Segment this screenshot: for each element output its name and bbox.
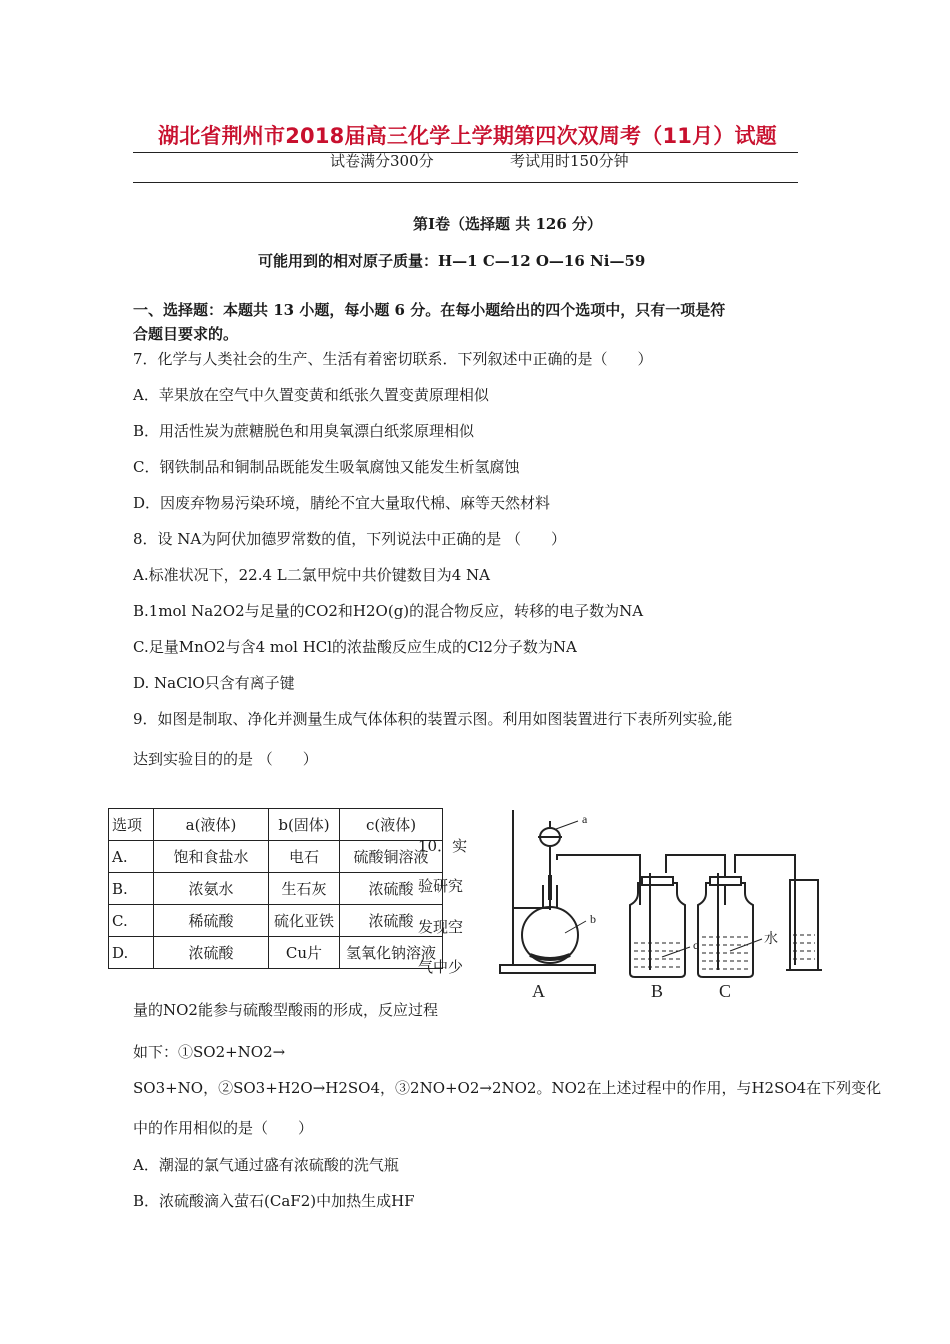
table-header-cell: b(固体) (269, 809, 340, 841)
wash-bottle-b (630, 883, 685, 977)
q10-side-line-3: 发现空 (418, 918, 464, 936)
table-cell: 浓硫酸 (154, 937, 269, 969)
q7-stem: 7．化学与人类社会的生产、生活有着密切联系．下列叙述中正确的是（ ） (133, 350, 653, 368)
q7-option-c: C．钢铁制品和铜制品既能发生吸氧腐蚀又能发生析氢腐蚀 (133, 458, 520, 476)
label-a: a (582, 812, 588, 826)
table-row (109, 937, 443, 969)
label-apparatus-a: A (532, 981, 545, 1001)
table-cell: 浓硫酸 (340, 873, 443, 905)
q10-side-line-2: 验研究 (418, 877, 464, 895)
header-rule (133, 182, 798, 183)
delivery-tube-3 (735, 855, 795, 965)
table-cell: 浓氨水 (154, 873, 269, 905)
table-cell: 稀硫酸 (154, 905, 269, 937)
q10-option-b: B．浓硫酸滴入萤石(CaF2)中加热生成HF (133, 1192, 415, 1210)
q8-option-b: B.1mol Na2O2与足量的CO2和H2O(g)的混合物反应，转移的电子数为NA (133, 602, 644, 620)
table-row (109, 905, 443, 937)
label-water: 水 (764, 931, 778, 947)
stand-base (500, 965, 595, 973)
table-cell: D. (109, 937, 154, 969)
table-header-cell: a(液体) (154, 809, 269, 841)
q7-option-b: B．用活性炭为蔗糖脱色和用臭氧漂白纸浆原理相似 (133, 422, 475, 440)
q8-option-d: D. NaClO只含有离子键 (133, 674, 295, 692)
table-cell: 硫酸铜溶液 (340, 841, 443, 873)
table-cell: A. (109, 841, 154, 873)
q8-stem: 8．设 NA为阿伏加德罗常数的值，下列说法中正确的是 （ ） (133, 530, 567, 548)
label-c: c (693, 938, 699, 952)
table-row (109, 873, 443, 905)
solid-b (530, 955, 570, 959)
label-apparatus-b: B (651, 981, 664, 1001)
q10-line-4: 中的作用相似的是（ ） (133, 1119, 314, 1137)
q10-line-2: 如下：①SO2+NO2→ (133, 1043, 286, 1061)
label-apparatus-c: C (719, 981, 732, 1001)
q9-stem-line-1: 9．如图是制取、净化并测量生成气体体积的装置示图。利用如图装置进行下表所列实验,能 (133, 710, 733, 728)
table-header-cell: 选项 (109, 809, 154, 841)
table-cell: C. (109, 905, 154, 937)
q9-options-table (108, 808, 443, 969)
table-cell: 电石 (269, 841, 340, 873)
table-cell: 硫化亚铁 (269, 905, 340, 937)
q8-option-c: C.足量MnO2与含4 mol HCl的浓盐酸反应生成的Cl2分子数为NA (133, 638, 577, 656)
exam-time: 考试用时150分钟 (510, 152, 629, 170)
instructions-line-1: 一、选择题：本题共 13 小题，每小题 6 分。在每小题给出的四个选项中，只有一项是符 (133, 301, 726, 319)
document-title: 湖北省荆州市2018届高三化学上学期第四次双周考（11月）试题 (158, 124, 777, 148)
table-header-row (109, 809, 443, 841)
table-cell: 氢氧化钠溶液 (340, 937, 443, 969)
q7-option-d: D．因废弃物易污染环境，腈纶不宜大量取代棉、麻等天然材料 (133, 494, 551, 512)
q7-option-a: A．苹果放在空气中久置变黄和纸张久置变黄原理相似 (133, 386, 489, 404)
q10-line-1: 量的NO2能参与硫酸型酸雨的形成，反应过程 (133, 1001, 438, 1019)
q10-line-3: SO3+NO，②SO3+H2O→H2SO4，③2NO+O2→2NO2。NO2在上述过程中的作用，与H2SO4在下列变化 (133, 1079, 882, 1097)
table-cell: 饱和食盐水 (154, 841, 269, 873)
table-cell: 浓硫酸 (340, 905, 443, 937)
table-cell: Cu片 (269, 937, 340, 969)
atomic-mass-line: 可能用到的相对原子质量：H—1 C—12 O—16 Ni—59 (258, 252, 646, 270)
q10-side-line-1: 10．实 (418, 837, 468, 855)
title-rule (133, 152, 798, 153)
delivery-tube-1 (557, 855, 640, 905)
table-row (109, 841, 443, 873)
q10-option-a: A．潮湿的氯气通过盛有浓硫酸的洗气瓶 (133, 1156, 399, 1174)
table-header-cell: c(液体) (340, 809, 443, 841)
instructions-line-2: 合题目要求的。 (133, 325, 239, 343)
section-heading: 第Ⅰ卷（选择题 共 126 分） (413, 215, 602, 233)
q9-stem-line-2: 达到实验目的的是 （ ） (133, 750, 318, 768)
table-cell: 生石灰 (269, 873, 340, 905)
gas-apparatus-figure (490, 805, 835, 1005)
q10-side-line-4: 气中少 (418, 958, 464, 976)
label-b: b (590, 912, 596, 926)
full-score: 试卷满分300分 (330, 152, 434, 170)
q8-option-a: A.标准状况下，22.4 L二氯甲烷中共价键数目为4 NA (133, 566, 490, 584)
table-cell: B. (109, 873, 154, 905)
